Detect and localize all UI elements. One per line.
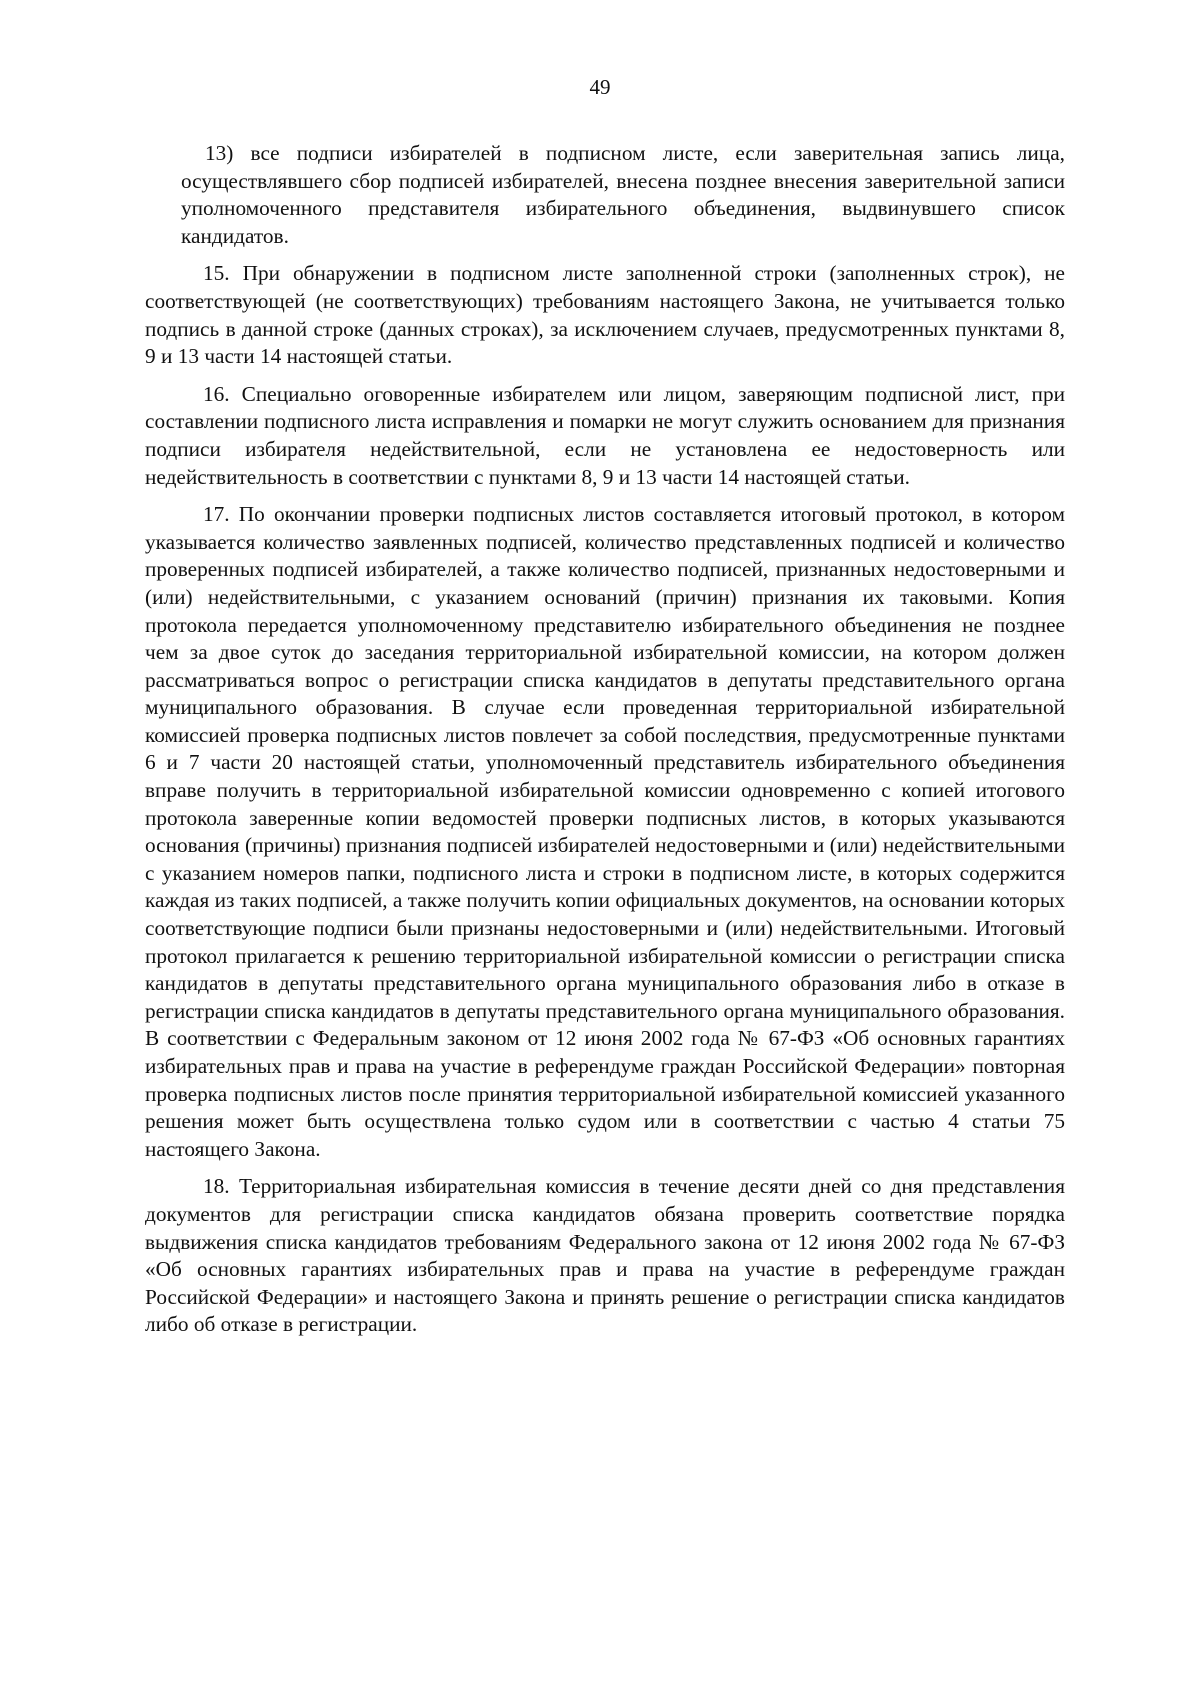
paragraph-16: 16. Специально оговоренные избирателем или лицом, заверяющим подписной лист, при составлении подписного листа исправления и помарки не могут служить основанием для признания подписи избирателя недействительной, если не установлена ее недостоверность или недействительность в соответствии с пунктами 8, 9 и 13 части 14 настоящей статьи. xyxy=(145,381,1065,489)
document-body xyxy=(145,140,1065,1349)
paragraph-item-13: 13) все подписи избирателей в подписном листе, если заверительная запись лица, осуществлявшего сбор подписей избирателей, внесена позднее внесения заверительной записи уполномоченного представителя избирательного объединения, выдвинувшего список кандидатов. xyxy=(181,141,1065,248)
paragraph-17: 17. По окончании проверки подписных листов составляется итоговый протокол, в котором указывается количество заявленных подписей, количество представленных подписей и количество проверенных подписей избирателей, а также количество подписей, признанных недостоверными и (или) недействительными, с указанием оснований (причин) признания их таковыми. Копия протокола передается уполномоченному представителю избирательного объединения не позднее чем за двое суток до заседания территориальной избирательной комиссии, на котором должен рассматриваться вопрос о регистрации списка кандидатов в депутаты представительного органа муниципального образования. В случае если проведенная территориальной избирательной комиссией проверка подписных листов повлечет за собой последствия, предусмотренные пунктами 6 и 7 части 20 настоящей статьи, уполномоченный представитель избирательного объединения вправе получить в территориальной избирательной комиссии одновременно с копией итогового протокола заверенные копии ведомостей проверки подписных листов, в которых указываются основания (причины) признания подписей избирателей недостоверными и (или) недействительными с указанием номеров папки, подписного листа и строки в подписном листе, в которых содержится каждая из таких подписей, а также получить копии официальных документов, на основании которых соответствующие подписи были признаны недостоверными и (или) недействительными. Итоговый протокол прилагается к решению территориальной избирательной комиссии о регистрации списка кандидатов в депутаты представительного органа муниципального образования либо в отказе в регистрации списка кандидатов в депутаты представительного органа муниципального образования. В соответствии с Федеральным законом от 12 июня 2002 года № 67-ФЗ «Об основных гарантиях избирательных прав и права на участие в референдуме граждан Российской Федерации» повторная проверка подписных листов после принятия территориальной избирательной комиссией указанного решения может быть осуществлена только судом или в соответствии с частью 4 статьи 75 настоящего Закона. xyxy=(145,502,1065,1161)
paragraph-15: 15. При обнаружении в подписном листе заполненной строки (заполненных строк), не соответствующей (не соответствующих) требованиям настоящего Закона, не учитывается только подпись в данной строке (данных строках), за исключением случаев, предусмотренных пунктами 8, 9 и 13 части 14 настоящей статьи. xyxy=(145,261,1065,369)
paragraph-18: 18. Территориальная избирательная комиссия в течение десяти дней со дня представления документов для регистрации списка кандидатов обязана проверить соответствие порядка выдвижения списка кандидатов требованиям Федерального закона от 12 июня 2002 года № 67-ФЗ «Об основных гарантиях избирательных прав и права на участие в референдуме граждан Российской Федерации» и настоящего Закона и принять решение о регистрации списка кандидатов либо об отказе в регистрации. xyxy=(145,1174,1065,1337)
page-number: 49 xyxy=(589,75,611,99)
